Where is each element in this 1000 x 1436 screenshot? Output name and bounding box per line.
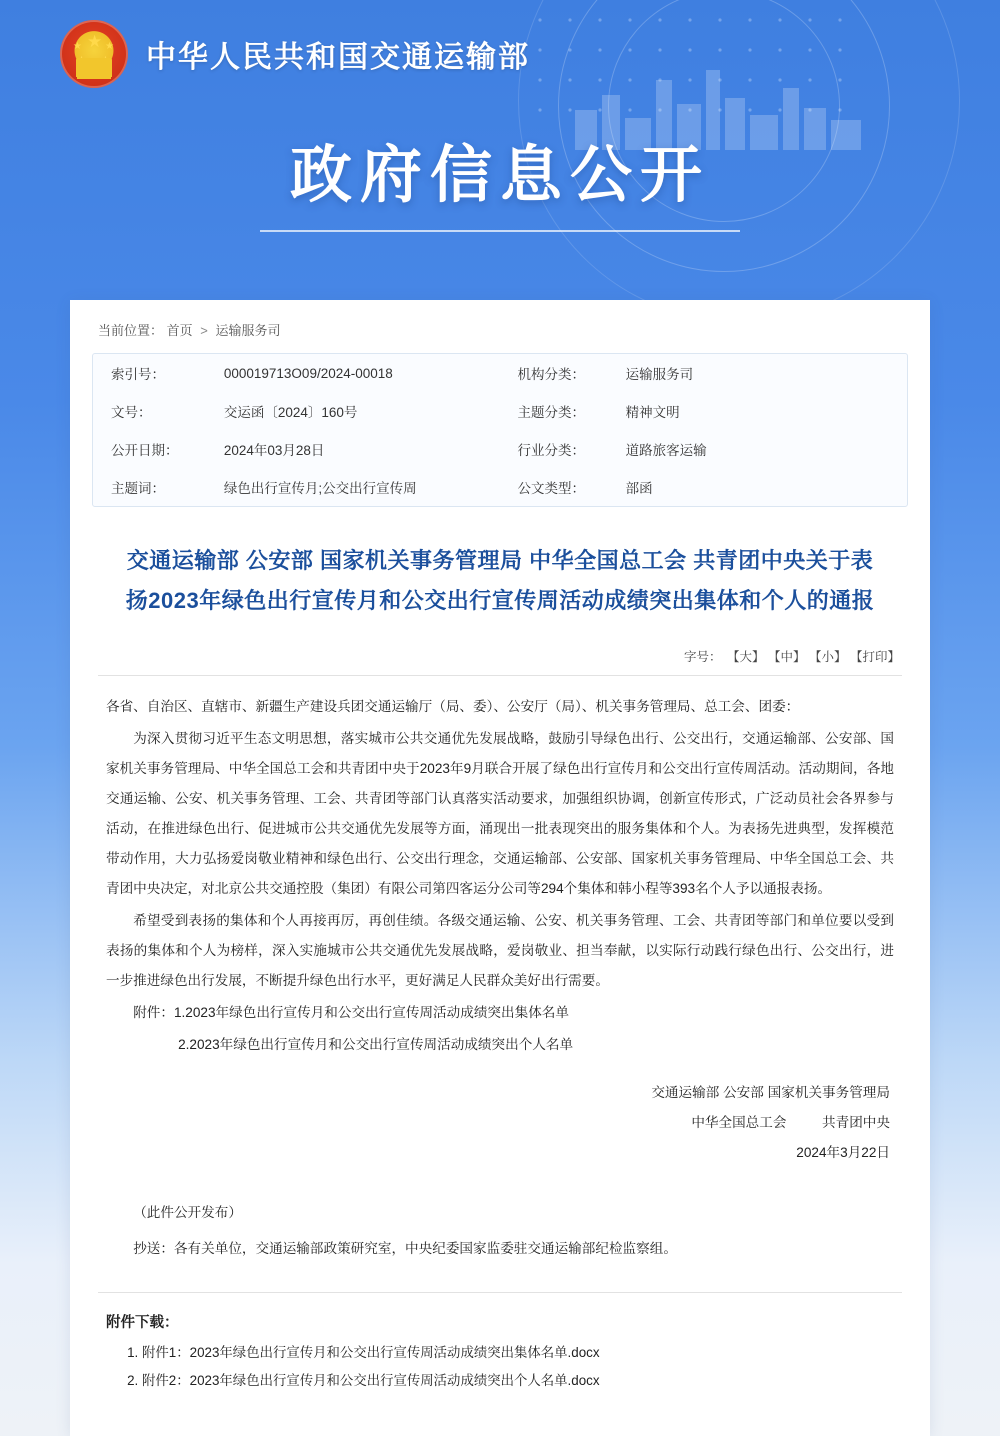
fontsize-large-button[interactable]: 【大】 [726, 650, 765, 664]
meta-value-org-category: 运输服务司 [625, 367, 694, 382]
signature-block [110, 1078, 890, 1168]
downloads-divider [98, 1292, 902, 1293]
meta-key-keywords: 主题词： [111, 481, 165, 496]
meta-key-org-category: 机构分类： [517, 367, 585, 382]
salutation: 各省、自治区、直辖市、新疆生产建设兵团交通运输厅（局、委）、公安厅（局）、机关事务管理局、总工会、团委： [106, 699, 800, 714]
meta-value-keywords: 绿色出行宣传月;公交出行宣传周 [223, 481, 417, 496]
meta-key-doc-type: 公文类型： [517, 481, 585, 496]
meta-key-industry-category: 行业分类： [517, 443, 585, 458]
publish-note: （此件公开发布） [133, 1205, 242, 1220]
attachment-label-line [106, 998, 894, 1028]
cc-line: 抄送：各有关单位，交通运输部政策研究室，中央纪委国家监委驻交通运输部纪检监察组。 [133, 1241, 677, 1256]
meta-key-subject-category: 主题分类： [517, 405, 585, 420]
site-banner [0, 0, 1000, 300]
attachment-item-2: 2.2023年绿色出行宣传月和公交出行宣传周活动成绩突出个人名单 [178, 1037, 574, 1052]
meta-value-index-number: 000019713O09/2024-00018 [223, 365, 393, 381]
meta-value-doc-number: 交运函〔2024〕160号 [223, 405, 358, 420]
content-card [70, 300, 930, 1436]
meta-value-doc-type: 部函 [625, 481, 653, 496]
print-button[interactable]: 【打印】 [849, 650, 900, 664]
list-item[interactable] [142, 1340, 930, 1366]
breadcrumb [70, 300, 930, 353]
signature-date: 2024年3月22日 [796, 1145, 890, 1160]
meta-key-doc-number: 文号： [111, 405, 152, 420]
meta-value-industry-category: 道路旅客运输 [625, 443, 707, 458]
banner-title: 政府信息公开 [289, 141, 710, 210]
banner-title-group [0, 125, 1000, 232]
national-emblem-icon: ★ ★ ★ [60, 20, 128, 88]
list-item[interactable] [142, 1368, 930, 1394]
meta-key-publish-date: 公开日期： [111, 443, 179, 458]
download-link-attachment-1[interactable]: 附件1：2023年绿色出行宣传月和公交出行宣传周活动成绩突出集体名单.docx [142, 1345, 600, 1360]
fontsize-toolbar [70, 647, 900, 665]
download-link-attachment-2[interactable]: 附件2：2023年绿色出行宣传月和公交出行宣传周活动成绩突出个人名单.docx [142, 1373, 600, 1388]
signature-cyl: 共青团中央 [822, 1115, 890, 1130]
metadata-table [92, 353, 908, 507]
table-row [93, 468, 907, 506]
table-row [93, 354, 907, 392]
title-divider [98, 675, 902, 676]
body-paragraph-1: 为深入贯彻习近平生态文明思想，落实城市公共交通优先发展战略，鼓励引导绿色出行、公交出行，交通运输部、公安部、国家机关事务管理局、中华全国总工会和共青团中央于2023年9月联合开展了绿色出行宣传月和公交出行宣传周活动。活动期间，各地交通运输、公安、机关事务管理、工会、共青团等部门认真落实活动要求，加强组织协调，创新宣传形式，广泛动员社会各界参与活动，在推进绿色出行、促进城市公共交通优先发展等方面，涌现出一批表现突出的服务集体和个人。为表扬先进典型，发挥模范带动作用，大力弘扬爱岗敬业精神和绿色出行、公交出行理念，交通运输部、公安部、国家机关事务管理局、中华全国总工会、共青团中央决定，对北京公共交通控股（集团）有限公司第四客运分公司等294个集体和韩小程等393名个人予以通报表扬。 [106, 731, 894, 896]
attachment-item-1: 1.2023年绿色出行宣传月和公交出行宣传周活动成绩突出集体名单 [173, 1005, 569, 1020]
body-paragraph-2: 希望受到表扬的集体和个人再接再厉，再创佳绩。各级交通运输、公安、机关事务管理、工会、共青团等部门和单位要以受到表扬的集体和个人为榜样，深入实施城市公共交通优先发展战略，爱岗敬业、担当奉献，以实际行动践行绿色出行、公交出行，进一步推进绿色出行发展，不断提升绿色出行水平，更好满足人民群众美好出行需要。 [106, 913, 894, 988]
breadcrumb-home-link[interactable]: 首页 [166, 323, 193, 338]
site-org-title: 中华人民共和国交通运输部 [146, 41, 530, 74]
banner-underline [260, 230, 740, 232]
breadcrumb-label: 当前位置： [98, 323, 164, 338]
fontsize-small-button[interactable]: 【小】 [808, 650, 847, 664]
meta-value-publish-date: 2024年03月28日 [223, 443, 325, 458]
attachment-label: 附件： [133, 1005, 174, 1020]
site-logo-group[interactable] [60, 20, 530, 88]
fontsize-medium-button[interactable]: 【中】 [767, 650, 806, 664]
signature-line-1: 交通运输部 公安部 国家机关事务管理局 [651, 1085, 890, 1100]
document-body [106, 692, 894, 1060]
table-row [93, 430, 907, 468]
table-row [93, 392, 907, 430]
meta-key-index-number: 索引号： [111, 367, 165, 382]
breadcrumb-current-link[interactable]: 运输服务司 [215, 323, 281, 338]
downloads-list [70, 1340, 930, 1394]
signature-acftu: 中华全国总工会 [691, 1115, 787, 1130]
signature-line-2 [110, 1108, 890, 1138]
fontsize-label: 字号： [683, 650, 722, 664]
page-title: 交通运输部 公安部 国家机关事务管理局 中华全国总工会 共青团中央关于表扬2023年绿色出行宣传月和公交出行宣传周活动成绩突出集体和个人的通报 [125, 548, 875, 613]
downloads-heading: 附件下载： [106, 1315, 179, 1331]
breadcrumb-separator: > [200, 323, 208, 338]
meta-value-subject-category: 精神文明 [625, 405, 680, 420]
